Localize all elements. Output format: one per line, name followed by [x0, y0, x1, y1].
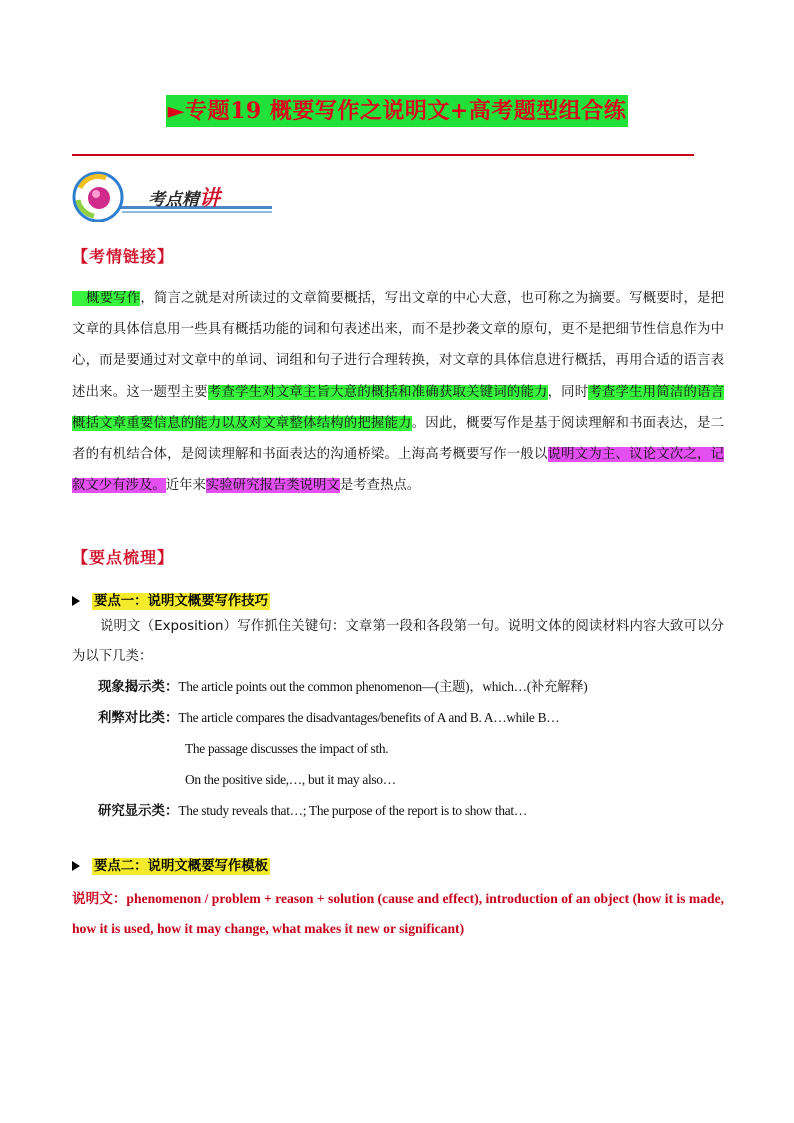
highlight-text: ， [697, 447, 711, 463]
highlight-text: 记叙文少有涉及。 [72, 447, 725, 494]
example-row: 利弊对比类：The article compares the disadvantages/benefits of A and B. A…while B… [98, 710, 560, 726]
example-row: On the positive side,…, but it may also… [185, 772, 396, 787]
example-row: The passage discusses the impact of sth. [185, 741, 389, 756]
example-row: 现象揭示类：The article points out the common phenomenon—(主题)，which…(补充解释) [98, 679, 588, 695]
text-run: 。因此，概要写作是基于阅读理解和书面表达，是二者的有机结合体，是阅读理解和书面表达的沟通桥梁。上海高考概要写作一般以 [72, 415, 724, 463]
text-run: 是考查热点。 [339, 478, 421, 494]
template-label: 说明文： [72, 891, 127, 907]
triangle-bullet-icon [72, 596, 80, 606]
triangle-bullet-icon [72, 861, 80, 871]
key-point-label: 要点二：说明文概要写作模板 [94, 859, 269, 874]
highlight-text: 考查学生对文章主旨大意的概括和准确获取关键词的能力 [207, 384, 548, 400]
highlight-text: 实验研究报告类说明文 [205, 478, 340, 494]
page-title: ►专题19 概要写作之说明文+高考题型组合练 [0, 94, 794, 125]
text-run: ，简言之就是对所读过的文章简要概括，写出文章的中心大意，也可称之为摘要。写概要时，是把文章的具体信息用一些具有概括功能的词和句表述出来，而不是抄袭文章的原句，更不是把细节性信息作为中心，而是要通过对文章中的单词、词组和句子进行合理转换，对文章的具体信息进行概括，再用合适的语言表述出来。这一题型主要 [72, 291, 725, 400]
section-heading-key-points: 【要点梳理】 [72, 548, 175, 567]
key-point-2 [72, 855, 270, 874]
title-divider [72, 154, 694, 156]
example-row: 研究显示类：The study reveals that…; The purpose of the report is to show that… [98, 803, 527, 819]
highlight-text: 考查学生用简洁的语言概括文章重要信息的能力以及对文章整体结构的把握能力 [72, 384, 725, 431]
highlight-text: 说明文为主、议论文次之 [547, 447, 698, 463]
text-run: 近年来 [165, 478, 206, 494]
banner-title: 考点精讲 [148, 186, 220, 210]
intro-paragraph [72, 283, 724, 501]
template-body: phenomenon / problem + reason + solution (cause and effect), introduction of an object (how it is made, how it is used, how it may change, what makes it new or significant) [72, 891, 724, 936]
key-point-label: 要点一：说明文概要写作技巧 [94, 594, 269, 609]
key-point-1 [72, 590, 270, 609]
text-run: ，同时 [547, 384, 589, 400]
template-text [72, 884, 724, 944]
exposition-intro: 说明文（Exposition）写作抓住关键句：文章第一段和各段第一句。说明文体的阅读材料内容大致可以分为以下几类： [72, 619, 724, 664]
section-heading-exam-link: 【考情链接】 [72, 247, 175, 266]
highlight-term: 概要写作 [72, 291, 140, 306]
